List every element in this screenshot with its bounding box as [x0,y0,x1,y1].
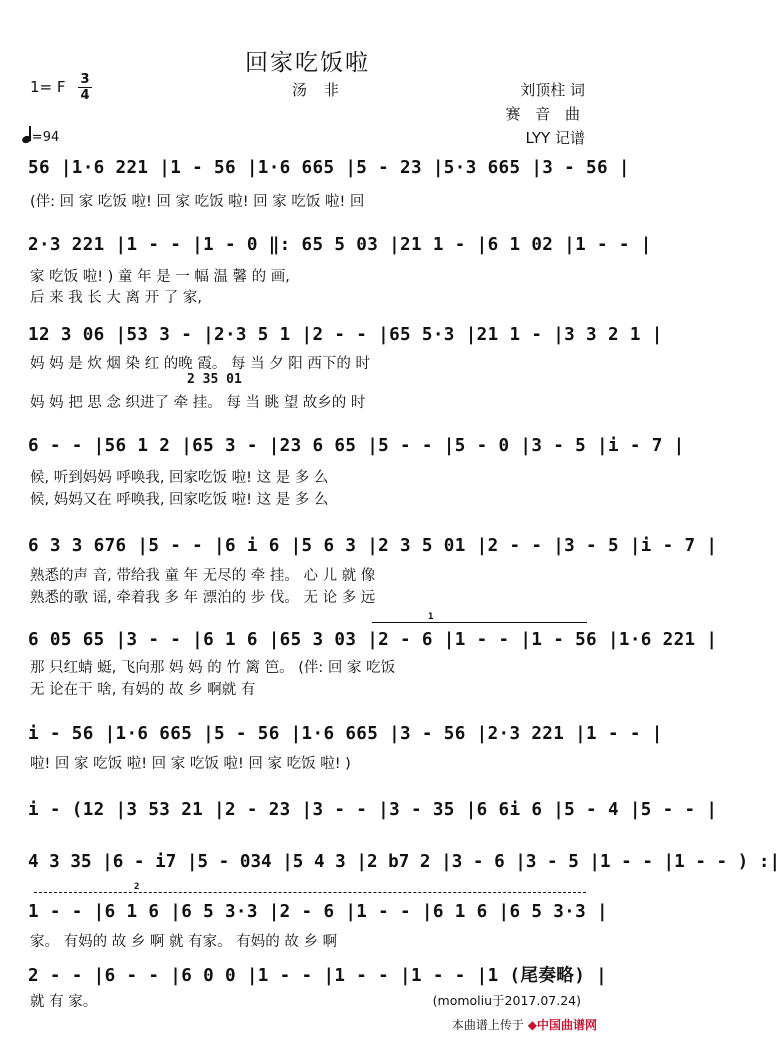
notation-line-11: 2 - - |6 - - |6 0 0 |1 - - |1 - - |1 - - |1 (尾奏略) | [28,966,608,986]
notation-line-1: 56 |1·6 221 |1 - 56 |1·6 665 |5 - 23 |5·3 665 |3 - 56 | [28,158,630,178]
ossia-notes: 2 35 01 [187,372,242,387]
footer-prefix: 本曲谱上传于 [451,1018,524,1032]
key-signature: 1= F [30,78,66,96]
lyric-line-1a: (伴: 回 家 吃饭 啦! 回 家 吃饭 啦! 回 家 吃饭 啦! 回 [30,194,365,210]
lyric-line-4b: 候, 妈妈又在 呼唤我, 回家吃饭 啦! 这 是 多 么 [30,492,329,508]
page-title: 回家吃饭啦 [245,50,370,76]
time-signature-bottom: 4 [80,88,90,103]
transcription-signature: (momoliu于2017.07.24) [432,993,581,1008]
notation-line-2: 2·3 221 |1 - - |1 - 0 ‖: 65 5 03 |21 1 - |6 1 02 |1 - - | [28,235,652,255]
quarter-note-icon [21,135,32,145]
time-signature [78,73,92,102]
notation-line-5: 6 3 3 676 |5 - - |6 i 6 |5 6 3 |2 3 5 01 |2 - - |3 - 5 |i - 7 | [28,536,718,556]
volta-2-bracket [34,892,586,893]
lyric-line-6a: 那 只红蜻 蜓, 飞向那 妈 妈 的 竹 篱 笆。 (伴: 回 家 吃饭 [30,660,396,676]
lyric-line-5b: 熟悉的歌 谣, 牵着我 多 年 漂泊的 步 伐。 无 论 多 远 [30,590,376,606]
lyric-line-7a: 啦! 回 家 吃饭 啦! 回 家 吃饭 啦! 回 家 吃饭 啦! ) [30,756,351,772]
footer-credit [452,1016,597,1033]
notation-line-4: 6 - - |56 1 2 |65 3 - |23 6 65 |5 - - |5 - 0 |3 - 5 |i - 7 | [28,436,685,456]
lyric-line-11a: 就 有 家。 [30,994,98,1010]
tempo-mark [22,126,59,145]
lyric-line-3a: 妈 妈 是 炊 烟 染 红 的晚 霞。 每 当 夕 阳 西下的 时 [30,356,371,372]
lyric-line-2b: 后 来 我 长 大 离 开 了 家, [30,290,202,306]
lyric-line-10a: 家。 有妈的 故 乡 啊 就 有家。 有妈的 故 乡 啊 [30,934,338,950]
notation-line-7: i - 56 |1·6 665 |5 - 56 |1·6 665 |3 - 56 |2·3 221 |1 - - | [28,724,663,744]
notation-line-8: i - (12 |3 53 21 |2 - 23 |3 - - |3 - 35 |6 6i 6 |5 - 4 |5 - - | [28,800,718,820]
site-logo-icon: ◆ [527,1018,537,1032]
tempo-value: =94 [31,130,60,145]
notation-line-10: 1 - - |6 1 6 |6 5 3·3 |2 - 6 |1 - - |6 1 6 |6 5 3·3 | [28,902,608,922]
transcriber-credit: LYY 记谱 [525,129,585,147]
notation-line-3: 12 3 06 |53 3 - |2·3 5 1 |2 - - |65 5·3 |21 1 - |3 3 2 1 | [28,325,663,345]
volta-1-label: 1 [428,612,434,622]
volta-1-bracket [372,622,587,623]
footer-brand: 中国曲谱网 [536,1018,597,1032]
lyricist-credit: 刘顶柱 词 [520,81,585,99]
composer-credit: 赛 音 曲 [505,105,585,123]
lyric-line-2a: 家 吃饭 啦! ) 童 年 是 一 幅 温 馨 的 画, [30,269,290,285]
lyric-line-3b: 妈 妈 把 思 念 织进了 牵 挂。 每 当 眺 望 故乡的 时 [30,395,366,411]
lyric-line-5a: 熟悉的声 音, 带给我 童 年 无尽的 牵 挂。 心 儿 就 像 [30,568,376,584]
lyric-line-6b: 无 论在干 啥, 有妈的 故 乡 啊就 有 [30,682,256,698]
notation-line-9: 4 3 35 |6 - i7 |5 - 034 |5 4 3 |2 b7 2 |3 - 6 |3 - 5 |1 - - |1 - - ) :| [28,852,780,872]
volta-2-label: 2 [134,882,140,892]
time-signature-top: 3 [80,72,90,87]
notation-line-6: 6 05 65 |3 - - |6 1 6 |65 3 03 |2 - 6 |1 - - |1 - 56 |1·6 221 | [28,630,718,650]
lyric-line-4a: 候, 听到妈妈 呼唤我, 回家吃饭 啦! 这 是 多 么 [30,470,329,486]
singer: 汤 非 [292,81,345,99]
